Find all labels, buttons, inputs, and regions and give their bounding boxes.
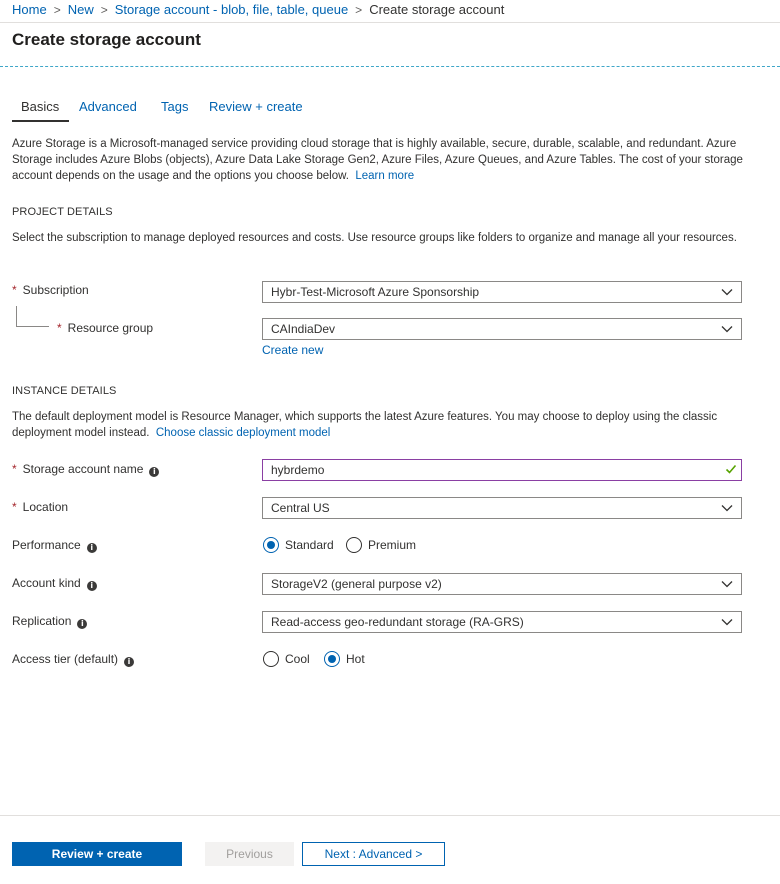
radio-label: Hot (346, 651, 365, 666)
account-kind-label-text: Account kind (12, 576, 81, 590)
radio-selected-icon (263, 537, 279, 553)
radio-access-cool[interactable] (263, 650, 310, 667)
tab-tags[interactable]: Tags (161, 99, 189, 114)
subscription-label-text: Subscription (22, 283, 89, 297)
subscription-value: Hybr-Test-Microsoft Azure Sponsorship (271, 285, 480, 299)
instance-description-block (12, 409, 747, 441)
info-icon[interactable]: i (87, 543, 97, 553)
location-label-text: Location (22, 500, 69, 514)
learn-more-link[interactable]: Learn more (355, 170, 415, 182)
classic-deployment-link[interactable]: Choose classic deployment model (155, 427, 331, 439)
chevron-right-icon: > (100, 3, 108, 17)
instance-description: The default deployment model is Resource Manager, which supports the latest Azure features. You may choose to deploy using the classic deployment model instead. (12, 411, 718, 439)
radio-label: Premium (368, 537, 417, 552)
breadcrumb-new[interactable]: New (67, 2, 94, 17)
breadcrumb-current: Create storage account (369, 2, 505, 17)
replication-label-text: Replication (12, 614, 72, 628)
radio-selected-icon (324, 651, 340, 667)
next-advanced-button[interactable]: Next : Advanced > (302, 842, 445, 866)
location-select[interactable] (262, 497, 742, 519)
replication-value: Read-access geo-redundant storage (RA-GRS) (271, 615, 524, 629)
divider (0, 815, 780, 816)
radio-label: Cool (285, 651, 310, 666)
radio-unselected-icon (263, 651, 279, 667)
performance-label-text: Performance (12, 538, 81, 552)
info-icon[interactable]: i (77, 619, 87, 629)
performance-label (12, 538, 97, 553)
resource-group-value: CAIndiaDev (271, 322, 336, 336)
chevron-down-icon (721, 288, 733, 296)
chevron-down-icon (721, 618, 733, 626)
resource-group-label-text: Resource group (67, 321, 154, 335)
active-tab-indicator (12, 120, 69, 122)
radio-unselected-icon (346, 537, 362, 553)
account-kind-label (12, 576, 97, 591)
intro-text (12, 136, 747, 184)
resource-group-label (57, 321, 153, 335)
radio-performance-premium[interactable] (346, 536, 416, 553)
access-tier-label (12, 652, 134, 667)
subscription-select[interactable] (262, 281, 742, 303)
chevron-down-icon (721, 325, 733, 333)
tab-advanced[interactable]: Advanced (79, 99, 137, 114)
required-marker: * (57, 321, 62, 335)
chevron-right-icon: > (355, 3, 363, 17)
radio-access-hot[interactable] (324, 650, 365, 667)
divider (0, 66, 780, 67)
replication-select[interactable] (262, 611, 742, 633)
tree-connector (16, 306, 49, 327)
review-create-button[interactable]: Review + create (12, 842, 182, 866)
replication-label (12, 614, 87, 629)
breadcrumb (12, 2, 504, 18)
info-icon[interactable]: i (124, 657, 134, 667)
location-label (12, 500, 68, 514)
radio-label: Standard (285, 537, 334, 552)
required-marker: * (12, 462, 17, 476)
storage-name-label-text: Storage account name (22, 462, 144, 476)
storage-name-label (12, 462, 159, 477)
info-icon[interactable]: i (87, 581, 97, 591)
storage-account-name-input[interactable] (262, 459, 742, 481)
access-tier-label-text: Access tier (default) (12, 652, 119, 666)
page-title: Create storage account (12, 30, 201, 49)
breadcrumb-home[interactable]: Home (12, 2, 47, 17)
instance-details-heading: INSTANCE DETAILS (12, 385, 117, 397)
chevron-right-icon: > (53, 3, 61, 17)
tab-basics[interactable]: Basics (21, 99, 60, 114)
required-marker: * (12, 283, 17, 297)
project-details-heading: PROJECT DETAILS (12, 206, 113, 218)
account-kind-select[interactable] (262, 573, 742, 595)
divider (0, 22, 780, 23)
storage-account-name-value: hybrdemo (271, 463, 325, 477)
intro-description: Azure Storage is a Microsoft-managed service providing cloud storage that is highly available, secure, durable, scalable, and redundant. Azure Storage includes Azure Blobs (objects), Azure Data Lake Storage Gen2, Azure Files, Azure Queues, and Azure Tables. The cost of your storage account depends on the usage and the options you choose below. (12, 138, 743, 182)
create-new-link[interactable]: Create new (262, 343, 324, 357)
subscription-label (12, 283, 89, 297)
radio-performance-standard[interactable] (263, 536, 334, 553)
required-marker: * (12, 500, 17, 514)
account-kind-value: StorageV2 (general purpose v2) (271, 577, 442, 591)
chevron-down-icon (721, 504, 733, 512)
project-description: Select the subscription to manage deployed resources and costs. Use resource groups like folders to organize and manage all your resources. (12, 232, 737, 244)
resource-group-select[interactable] (262, 318, 742, 340)
tab-review-create[interactable]: Review + create (209, 99, 303, 114)
previous-button[interactable]: Previous (205, 842, 294, 866)
info-icon[interactable]: i (149, 467, 159, 477)
breadcrumb-storage-account[interactable]: Storage account - blob, file, table, queue (114, 2, 349, 17)
checkmark-icon (725, 463, 737, 475)
chevron-down-icon (721, 580, 733, 588)
location-value: Central US (271, 501, 330, 515)
